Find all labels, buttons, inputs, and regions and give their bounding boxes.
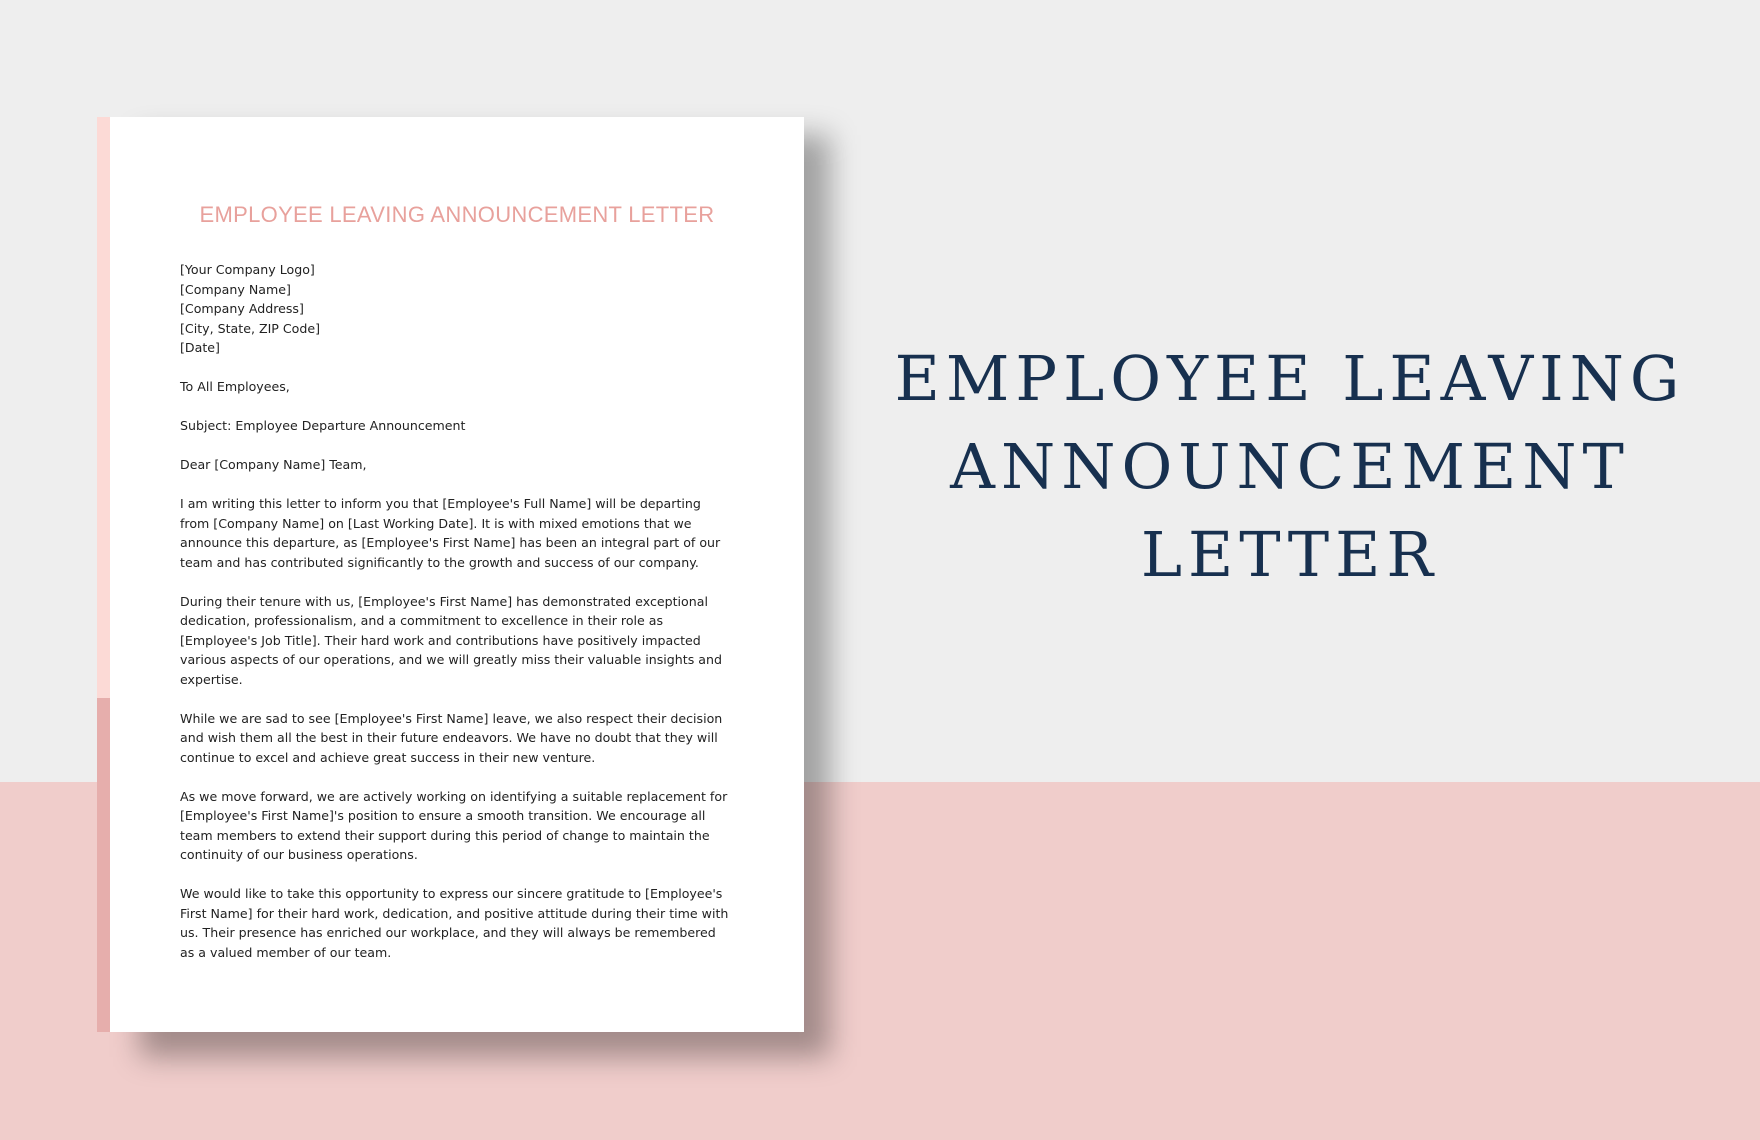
header-city-state-zip: [City, State, ZIP Code] xyxy=(180,320,321,336)
letter-paragraph: We would like to take this opportunity to express our sincere gratitude to [Employee's First Name] for their hard work, dedication, and positive attitude during their time with us. Their presence has enriched our workplace, and they will always be remembered as a valued member of our team. xyxy=(180,886,729,960)
letter-header-block xyxy=(180,260,730,358)
document-side-stripe-light xyxy=(97,117,111,698)
letter-paragraph: While we are sad to see [Employee's First Name] leave, we also respect their decision and wish them all the best in their future endeavors. We have no doubt that they will continue to excel and achieve great success in their new venture. xyxy=(180,710,723,765)
letter-salutation: Dear [Company Name] Team, xyxy=(180,457,367,472)
letter-document xyxy=(110,117,804,1032)
letter-paragraph: As we move forward, we are actively working on identifying a suitable replacement for [Employee's First Name]'s position to ensure a smooth transition. We encourage all team members to extend their support during this period of change to maintain the continuity of our business operations. xyxy=(180,788,728,862)
letter-paragraph: During their tenure with us, [Employee's First Name] has demonstrated exceptional dedication, professionalism, and a commitment to excellence in their role as [Employee's Job Title]. Their hard work and contributions have positively impacted various aspects of our operations, and we will greatly miss their valuable insights and expertise. xyxy=(180,593,722,687)
header-company-logo: [Your Company Logo] xyxy=(180,262,315,277)
document-side-stripe-dark xyxy=(97,698,111,1032)
letter-recipient: To All Employees, xyxy=(180,379,290,394)
letter-paragraph: I am writing this letter to inform you that [Employee's Full Name] will be departing from [Company Name] on [Last Working Date]. It is with mixed emotions that we announce this departure, as [Employee's First Name] has been an integral part of our team and has contributed significantly to the growth and success of our company. xyxy=(180,496,721,570)
letter-body xyxy=(180,260,730,982)
showcase-title-line: ANNOUNCEMENT xyxy=(950,430,1630,503)
header-date: [Date] xyxy=(180,340,220,355)
document-title: EMPLOYEE LEAVING ANNOUNCEMENT LETTER xyxy=(199,202,715,227)
showcase-title-line: EMPLOYEE LEAVING xyxy=(894,342,1686,415)
showcase-title-line: LETTER xyxy=(1140,518,1440,591)
letter-subject: Subject: Employee Departure Announcement xyxy=(180,418,466,433)
header-company-address: [Company Address] xyxy=(180,301,304,316)
showcase-title xyxy=(880,335,1700,599)
header-company-name: [Company Name] xyxy=(180,281,291,297)
